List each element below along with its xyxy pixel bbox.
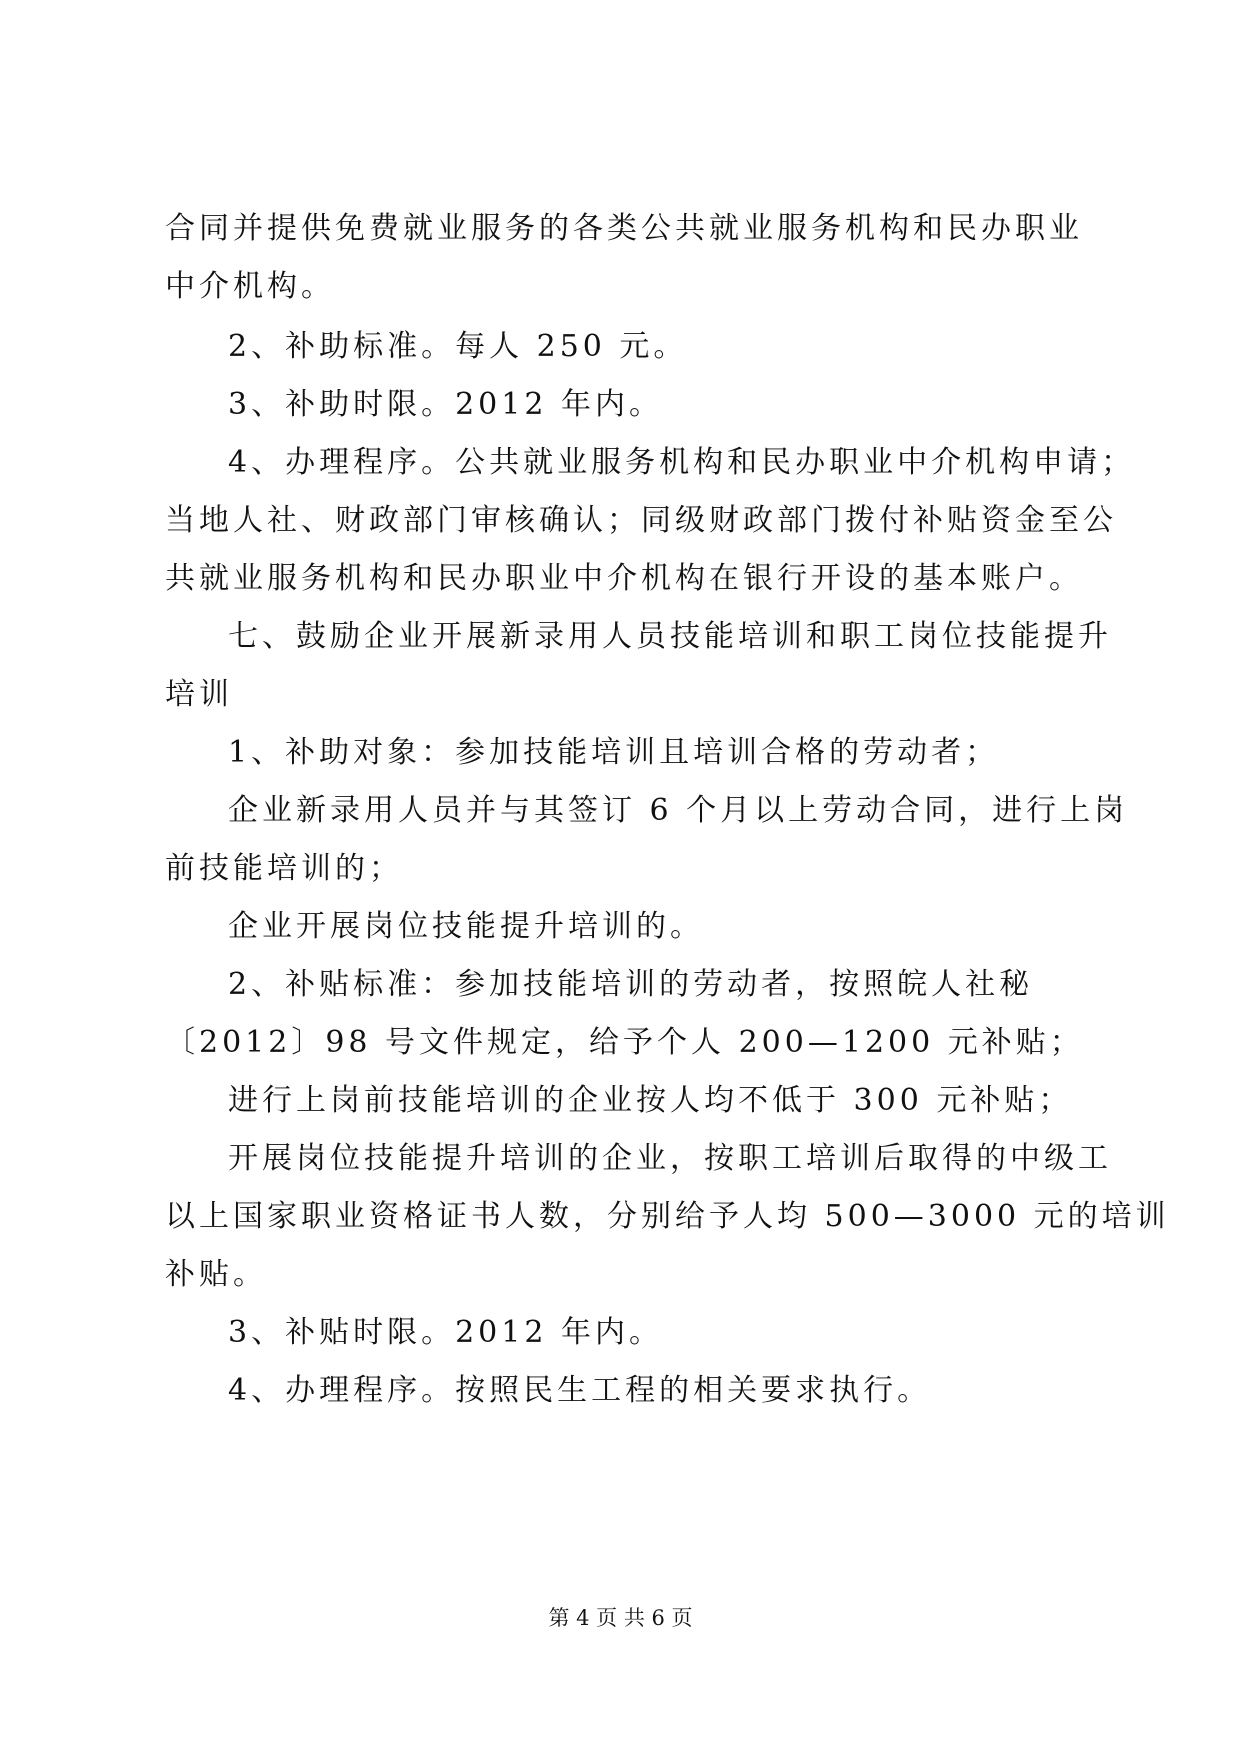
text-line: 4、办理程序。按照民生工程的相关要求执行。 <box>228 1373 932 1408</box>
text-line: 当地人社、财政部门审核确认；同级财政部门拨付补贴资金至公 <box>165 503 1117 538</box>
text-line: 4、办理程序。公共就业服务机构和民办职业中介机构申请； <box>228 445 1136 480</box>
text-line: 〔2012〕98 号文件规定，给予个人 200—1200 元补贴； <box>165 1025 1084 1060</box>
section-heading: 培训 <box>165 677 233 712</box>
text-line: 1、补助对象：参加技能培训且培训合格的劳动者； <box>228 735 1000 770</box>
text-line: 合同并提供免费就业服务的各类公共就业服务机构和民办职业 <box>165 211 1083 246</box>
text-line: 3、补贴时限。2012 年内。 <box>228 1315 663 1350</box>
text-line: 共就业服务机构和民办职业中介机构在银行开设的基本账户。 <box>165 561 1083 596</box>
text-line: 开展岗位技能提升培训的企业，按职工培训后取得的中级工 <box>228 1141 1112 1176</box>
text-line: 2、补助标准。每人 250 元。 <box>228 329 688 364</box>
section-heading: 七、鼓励企业开展新录用人员技能培训和职工岗位技能提升 <box>228 619 1112 654</box>
text-line: 补贴。 <box>165 1257 267 1292</box>
text-line: 企业新录用人员并与其签订 6 个月以上劳动合同，进行上岗 <box>228 793 1129 828</box>
text-line: 2、补贴标准：参加技能培训的劳动者，按照皖人社秘 <box>228 967 1034 1002</box>
text-line: 3、补助时限。2012 年内。 <box>228 387 663 422</box>
text-line: 进行上岗前技能培训的企业按人均不低于 300 元补贴； <box>228 1083 1073 1118</box>
text-line: 前技能培训的； <box>165 851 403 886</box>
text-line: 企业开展岗位技能提升培训的。 <box>228 909 704 944</box>
page-number: 第 4 页 共 6 页 <box>548 1606 693 1630</box>
text-line: 以上国家职业资格证书人数，分别给予人均 500—3000 元的培训 <box>165 1199 1170 1234</box>
text-line: 中介机构。 <box>165 269 335 304</box>
